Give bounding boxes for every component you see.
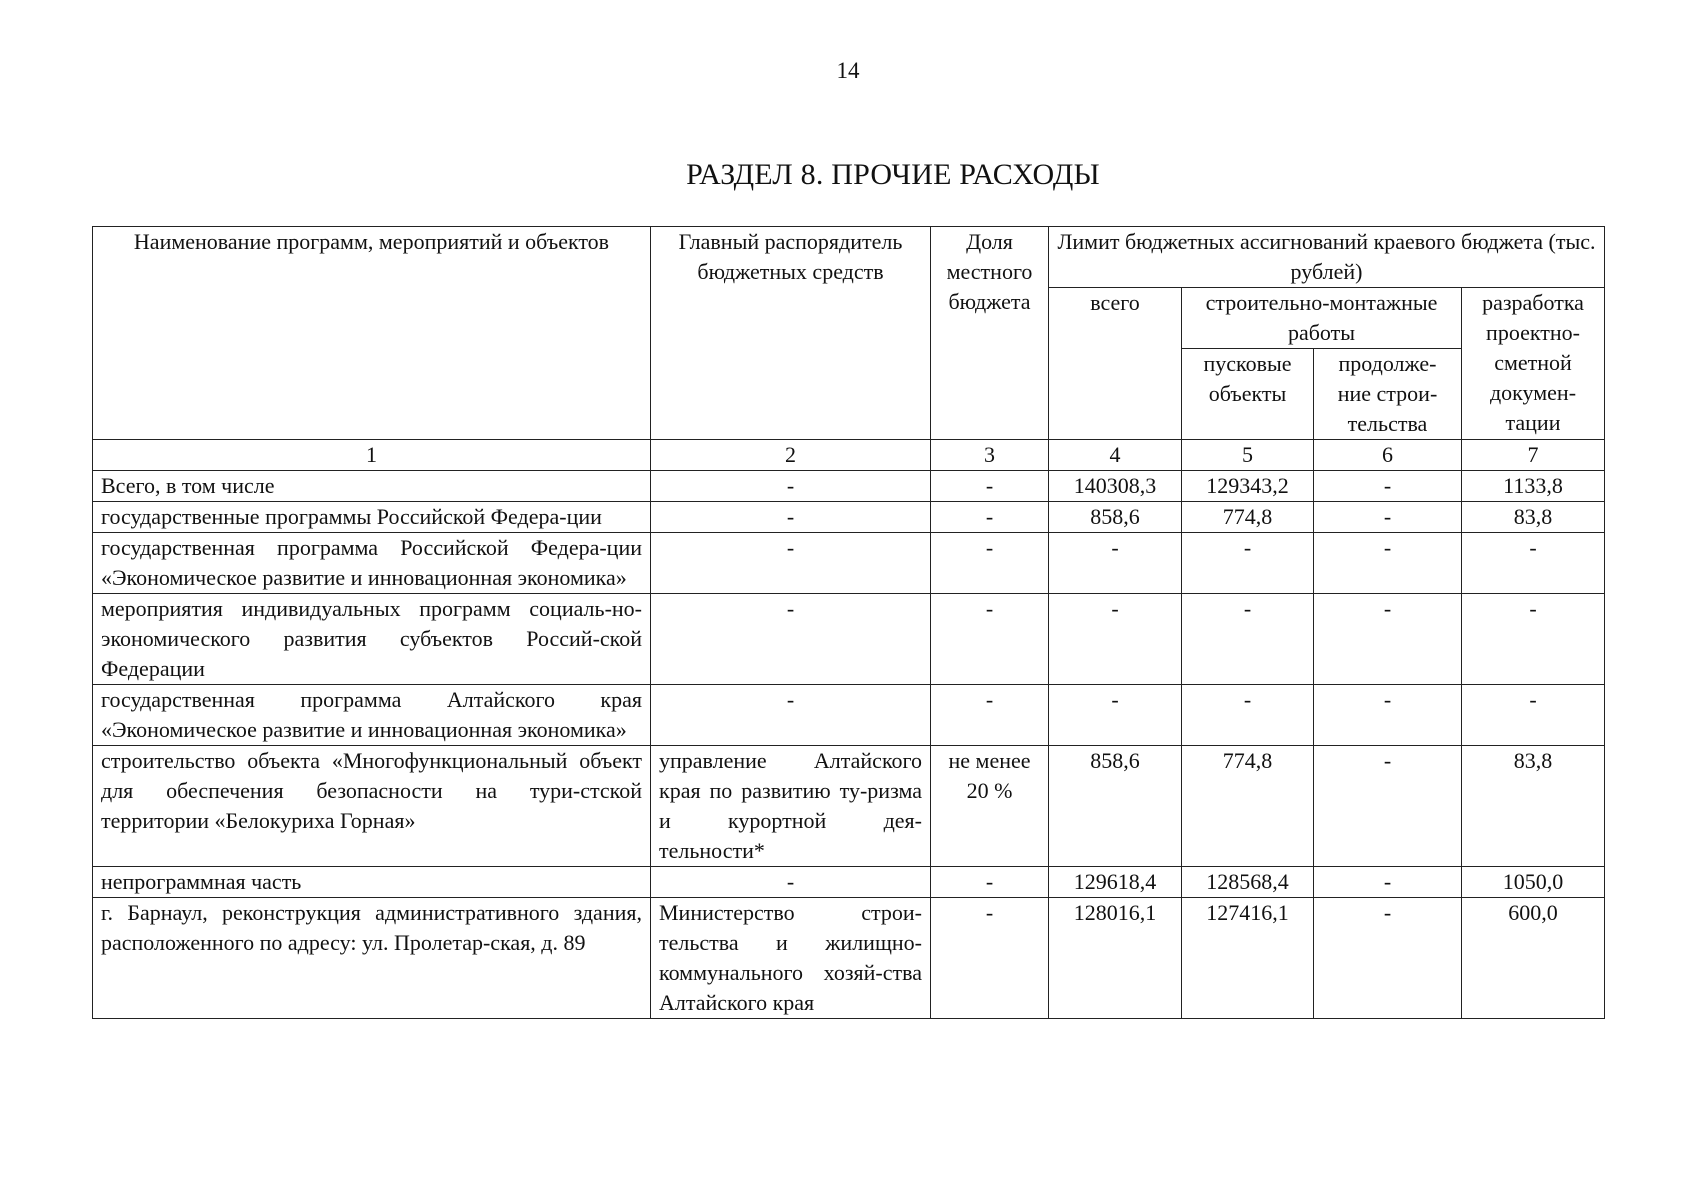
column-number: 5: [1182, 440, 1314, 471]
header-local-share: Доля местного бюджета: [931, 227, 1049, 440]
row-continuation: -: [1314, 594, 1462, 685]
row-continuation: -: [1314, 471, 1462, 502]
row-local-share: не менее 20 %: [931, 746, 1049, 867]
row-local-share: -: [931, 502, 1049, 533]
table-row: [93, 867, 1605, 898]
row-continuation: -: [1314, 898, 1462, 1019]
row-local-share: -: [931, 898, 1049, 1019]
row-continuation: -: [1314, 502, 1462, 533]
row-manager: -: [651, 867, 931, 898]
row-name: государственная программа Российской Федера-ции «Экономическое развитие и инновационная экономика»: [93, 533, 651, 594]
header-row-1: [93, 227, 1605, 288]
table-row: [93, 471, 1605, 502]
row-total: -: [1049, 594, 1182, 685]
row-name: государственные программы Российской Федера-ции: [93, 502, 651, 533]
table-row: [93, 533, 1605, 594]
row-name: непрограммная часть: [93, 867, 651, 898]
row-manager: -: [651, 533, 931, 594]
section-title: РАЗДЕЛ 8. ПРОЧИЕ РАСХОДЫ: [686, 158, 1100, 191]
row-local-share: -: [931, 533, 1049, 594]
header-continuation: продолже-ние строи-тельства: [1314, 349, 1462, 440]
column-number: 1: [93, 440, 651, 471]
row-launch: 774,8: [1182, 746, 1314, 867]
row-design: 1050,0: [1462, 867, 1605, 898]
row-continuation: -: [1314, 533, 1462, 594]
row-launch: -: [1182, 533, 1314, 594]
page-number: 14: [836, 58, 860, 83]
row-local-share: -: [931, 594, 1049, 685]
column-number: 4: [1049, 440, 1182, 471]
row-design: -: [1462, 685, 1605, 746]
row-manager: -: [651, 471, 931, 502]
row-continuation: -: [1314, 746, 1462, 867]
row-design: 600,0: [1462, 898, 1605, 1019]
column-number: 2: [651, 440, 931, 471]
table-row: [93, 594, 1605, 685]
budget-table: [92, 226, 1605, 1019]
header-limit: Лимит бюджетных ассигнований краевого бюджета (тыс. рублей): [1049, 227, 1605, 288]
column-numbers-row: [93, 440, 1605, 471]
row-name: г. Барнаул, реконструкция административного здания, расположенного по адресу: ул. Пролетар-ская, д. 89: [93, 898, 651, 1019]
row-launch: 129343,2: [1182, 471, 1314, 502]
row-manager: -: [651, 685, 931, 746]
row-name: государственная программа Алтайского края «Экономическое развитие и инновационная экономика»: [93, 685, 651, 746]
row-launch: -: [1182, 594, 1314, 685]
row-design: 1133,8: [1462, 471, 1605, 502]
row-total: 128016,1: [1049, 898, 1182, 1019]
row-local-share: -: [931, 471, 1049, 502]
row-total: 140308,3: [1049, 471, 1182, 502]
row-total: 858,6: [1049, 746, 1182, 867]
table-row: [93, 502, 1605, 533]
row-continuation: -: [1314, 867, 1462, 898]
column-number: 3: [931, 440, 1049, 471]
row-launch: -: [1182, 685, 1314, 746]
row-local-share: -: [931, 867, 1049, 898]
row-name: строительство объекта «Многофункциональный объект для обеспечения безопасности на тури-стской территории «Белокуриха Горная»: [93, 746, 651, 867]
row-total: 858,6: [1049, 502, 1182, 533]
row-name: мероприятия индивидуальных программ социаль-но-экономического развития субъектов Россий-ской Федерации: [93, 594, 651, 685]
row-launch: 128568,4: [1182, 867, 1314, 898]
table-row: [93, 746, 1605, 867]
header-construction: строительно-монтажные работы: [1182, 288, 1462, 349]
column-number: 7: [1462, 440, 1605, 471]
row-launch: 774,8: [1182, 502, 1314, 533]
row-manager: управление Алтайского края по развитию ту-ризма и курортной дея-тельности*: [651, 746, 931, 867]
row-design: -: [1462, 533, 1605, 594]
header-launch: пусковые объекты: [1182, 349, 1314, 440]
table-row: [93, 898, 1605, 1019]
row-total: -: [1049, 533, 1182, 594]
row-continuation: -: [1314, 685, 1462, 746]
row-manager: -: [651, 502, 931, 533]
row-design: -: [1462, 594, 1605, 685]
row-design: 83,8: [1462, 746, 1605, 867]
header-total: всего: [1049, 288, 1182, 440]
table-row: [93, 685, 1605, 746]
row-launch: 127416,1: [1182, 898, 1314, 1019]
row-manager: -: [651, 594, 931, 685]
row-total: 129618,4: [1049, 867, 1182, 898]
header-name: Наименование программ, мероприятий и объектов: [93, 227, 651, 440]
row-total: -: [1049, 685, 1182, 746]
header-manager: Главный распорядитель бюджетных средств: [651, 227, 931, 440]
row-design: 83,8: [1462, 502, 1605, 533]
row-local-share: -: [931, 685, 1049, 746]
column-number: 6: [1314, 440, 1462, 471]
row-name: Всего, в том числе: [93, 471, 651, 502]
row-manager: Министерство строи-тельства и жилищно-коммунального хозяй-ства Алтайского края: [651, 898, 931, 1019]
header-design: разработка проектно-сметной докумен-тации: [1462, 288, 1605, 440]
